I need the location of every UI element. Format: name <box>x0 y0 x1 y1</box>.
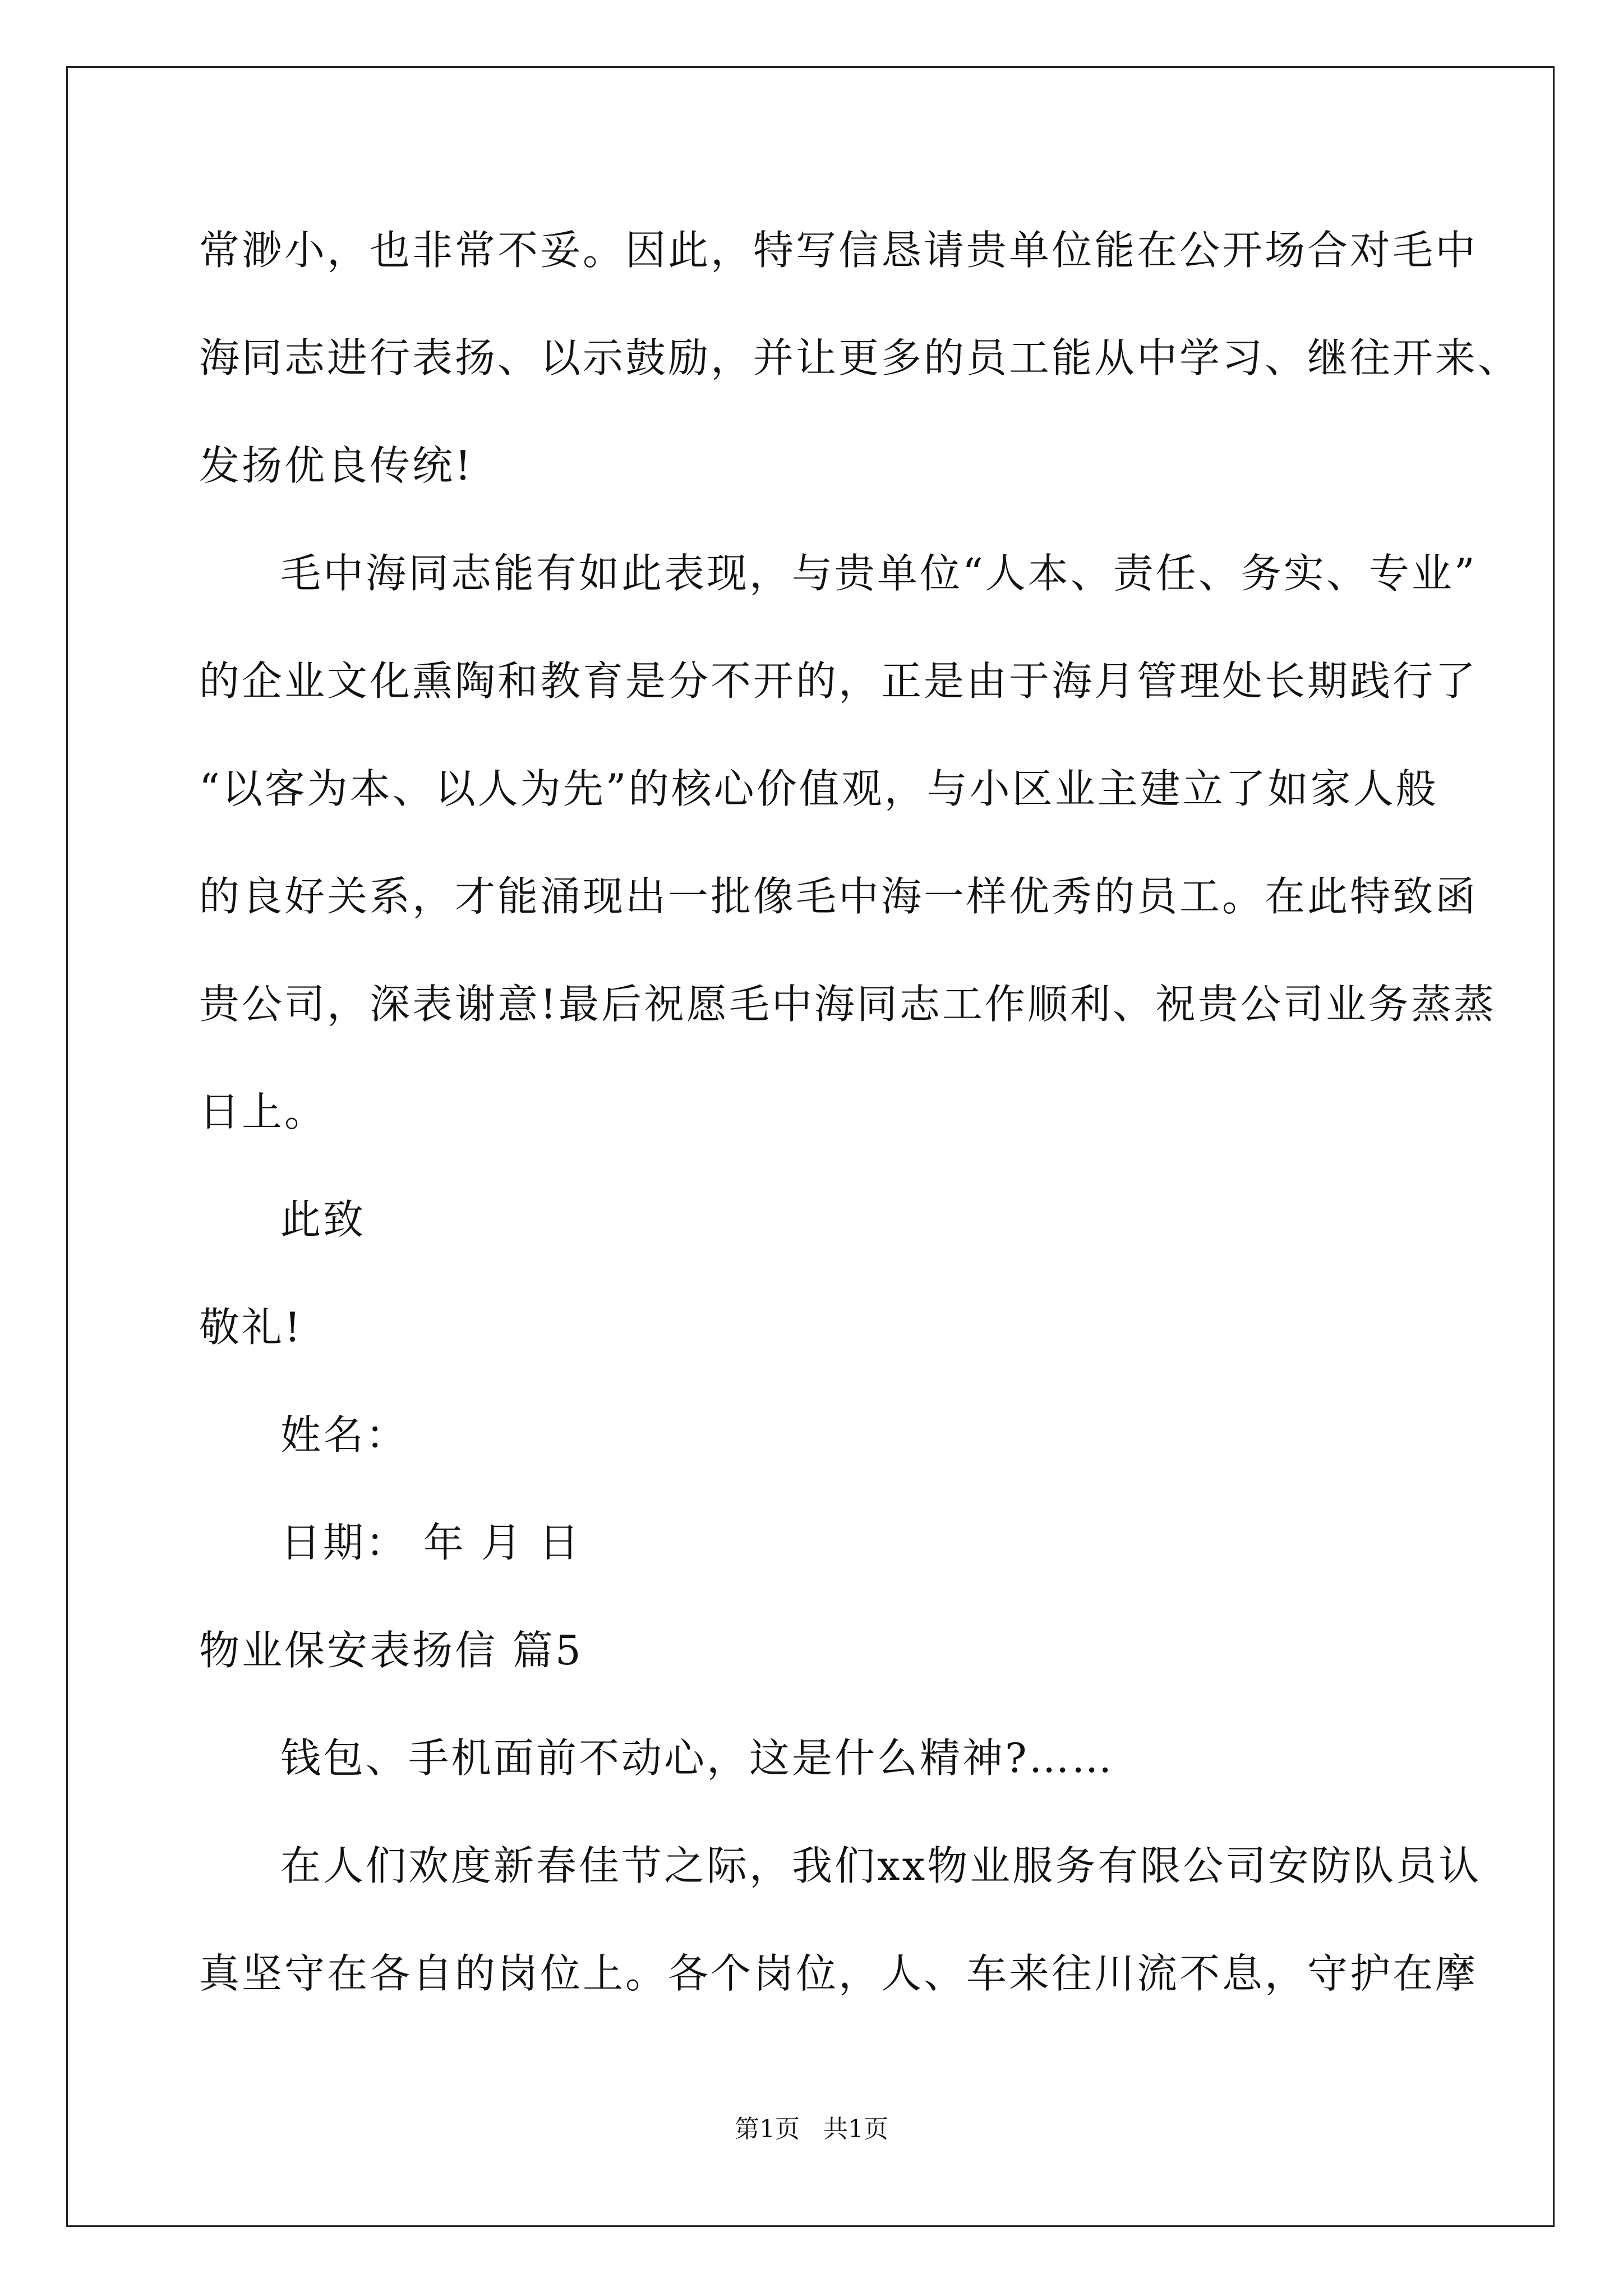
text-line: 真坚守在各自的岗位上。各个岗位，人、车来往川流不息，守护在摩 <box>199 1950 1478 1997</box>
section-heading: 物业保安表扬信 篇5 <box>199 1627 583 1674</box>
text-line: 的企业文化熏陶和教育是分不开的，正是由于海月管理处长期践行了 <box>199 657 1478 705</box>
page-footer: 第1页 共1页 <box>735 2115 888 2143</box>
signature-date-label: 日期： 年 月 日 <box>280 1519 582 1566</box>
text-line: 贵公司，深表谢意!最后祝愿毛中海同志工作顺利、祝贵公司业务蒸蒸 <box>199 981 1496 1028</box>
text-line: 毛中海同志能有如此表现，与贵单位“人本、责任、务实、专业” <box>280 550 1477 597</box>
text-line: 在人们欢度新春佳节之际，我们xx物业服务有限公司安防队员认 <box>280 1842 1482 1889</box>
text-line: 的良好关系，才能涌现出一批像毛中海一样优秀的员工。在此特致函 <box>199 873 1478 920</box>
text-line: “以客为本、以人为先”的核心价值观，与小区业主建立了如家人般 <box>199 765 1438 812</box>
closing-salutation: 此致 <box>280 1196 366 1243</box>
text-line: 海同志进行表扬、以示鼓励，并让更多的员工能从中学习、继往开来、 <box>199 334 1521 381</box>
text-line: 日上。 <box>199 1088 328 1135</box>
text-line: 钱包、手机面前不动心，这是什么精神?…… <box>280 1734 1114 1782</box>
signature-name-label: 姓名： <box>280 1411 409 1458</box>
text-line: 常渺小，也非常不妥。因此，特写信恳请贵单位能在公开场合对毛中 <box>199 227 1478 274</box>
page-border <box>66 66 1555 2227</box>
closing-regards: 敬礼! <box>199 1304 303 1351</box>
text-line: 发扬优良传统! <box>199 442 473 489</box>
